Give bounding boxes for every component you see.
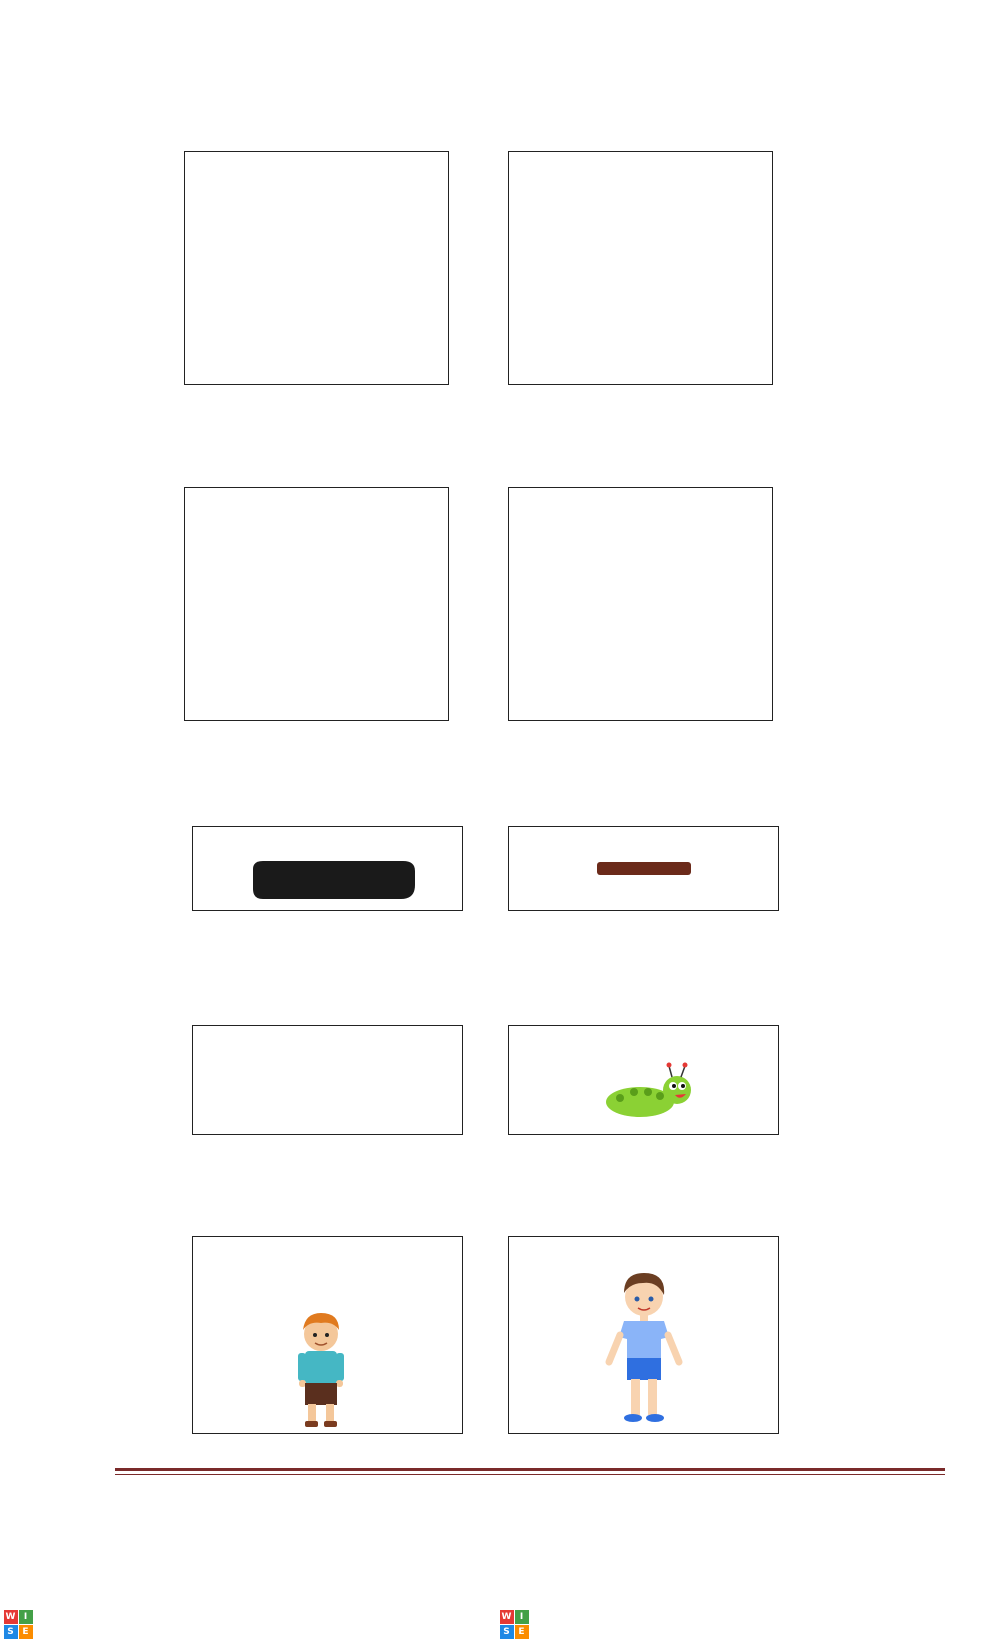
short-comb-icon bbox=[509, 827, 779, 911]
q16-option-b[interactable] bbox=[508, 487, 773, 721]
short-boy-icon bbox=[193, 1237, 463, 1434]
short-caterpillar-icon bbox=[509, 1026, 779, 1135]
q17-option-b[interactable] bbox=[508, 826, 779, 911]
q19-option-b[interactable] bbox=[508, 1236, 779, 1434]
q15-option-b[interactable] bbox=[508, 151, 773, 385]
long-comb-icon bbox=[193, 827, 463, 911]
footer-rule-thin bbox=[115, 1474, 945, 1475]
q15-option-a[interactable] bbox=[184, 151, 449, 385]
q17-option-a[interactable] bbox=[192, 826, 463, 911]
long-caterpillar-icon bbox=[193, 1026, 463, 1135]
watermark-left bbox=[4, 1606, 38, 1638]
pencils-group-b-icon bbox=[509, 488, 773, 721]
q16-option-a[interactable] bbox=[184, 487, 449, 721]
q19-option-a[interactable] bbox=[192, 1236, 463, 1434]
brand-logo-icon: W I S E bbox=[500, 1610, 530, 1640]
tall-boy-icon bbox=[509, 1237, 779, 1434]
socks-group-a-icon bbox=[185, 152, 449, 385]
pencils-group-a-icon bbox=[185, 488, 449, 721]
footer-rule bbox=[115, 1468, 945, 1471]
q18-option-b[interactable] bbox=[508, 1025, 779, 1135]
watermark-right bbox=[500, 1606, 534, 1638]
brand-logo-icon: W I S E bbox=[4, 1610, 34, 1640]
q18-option-a[interactable] bbox=[192, 1025, 463, 1135]
socks-group-b-icon bbox=[509, 152, 773, 385]
